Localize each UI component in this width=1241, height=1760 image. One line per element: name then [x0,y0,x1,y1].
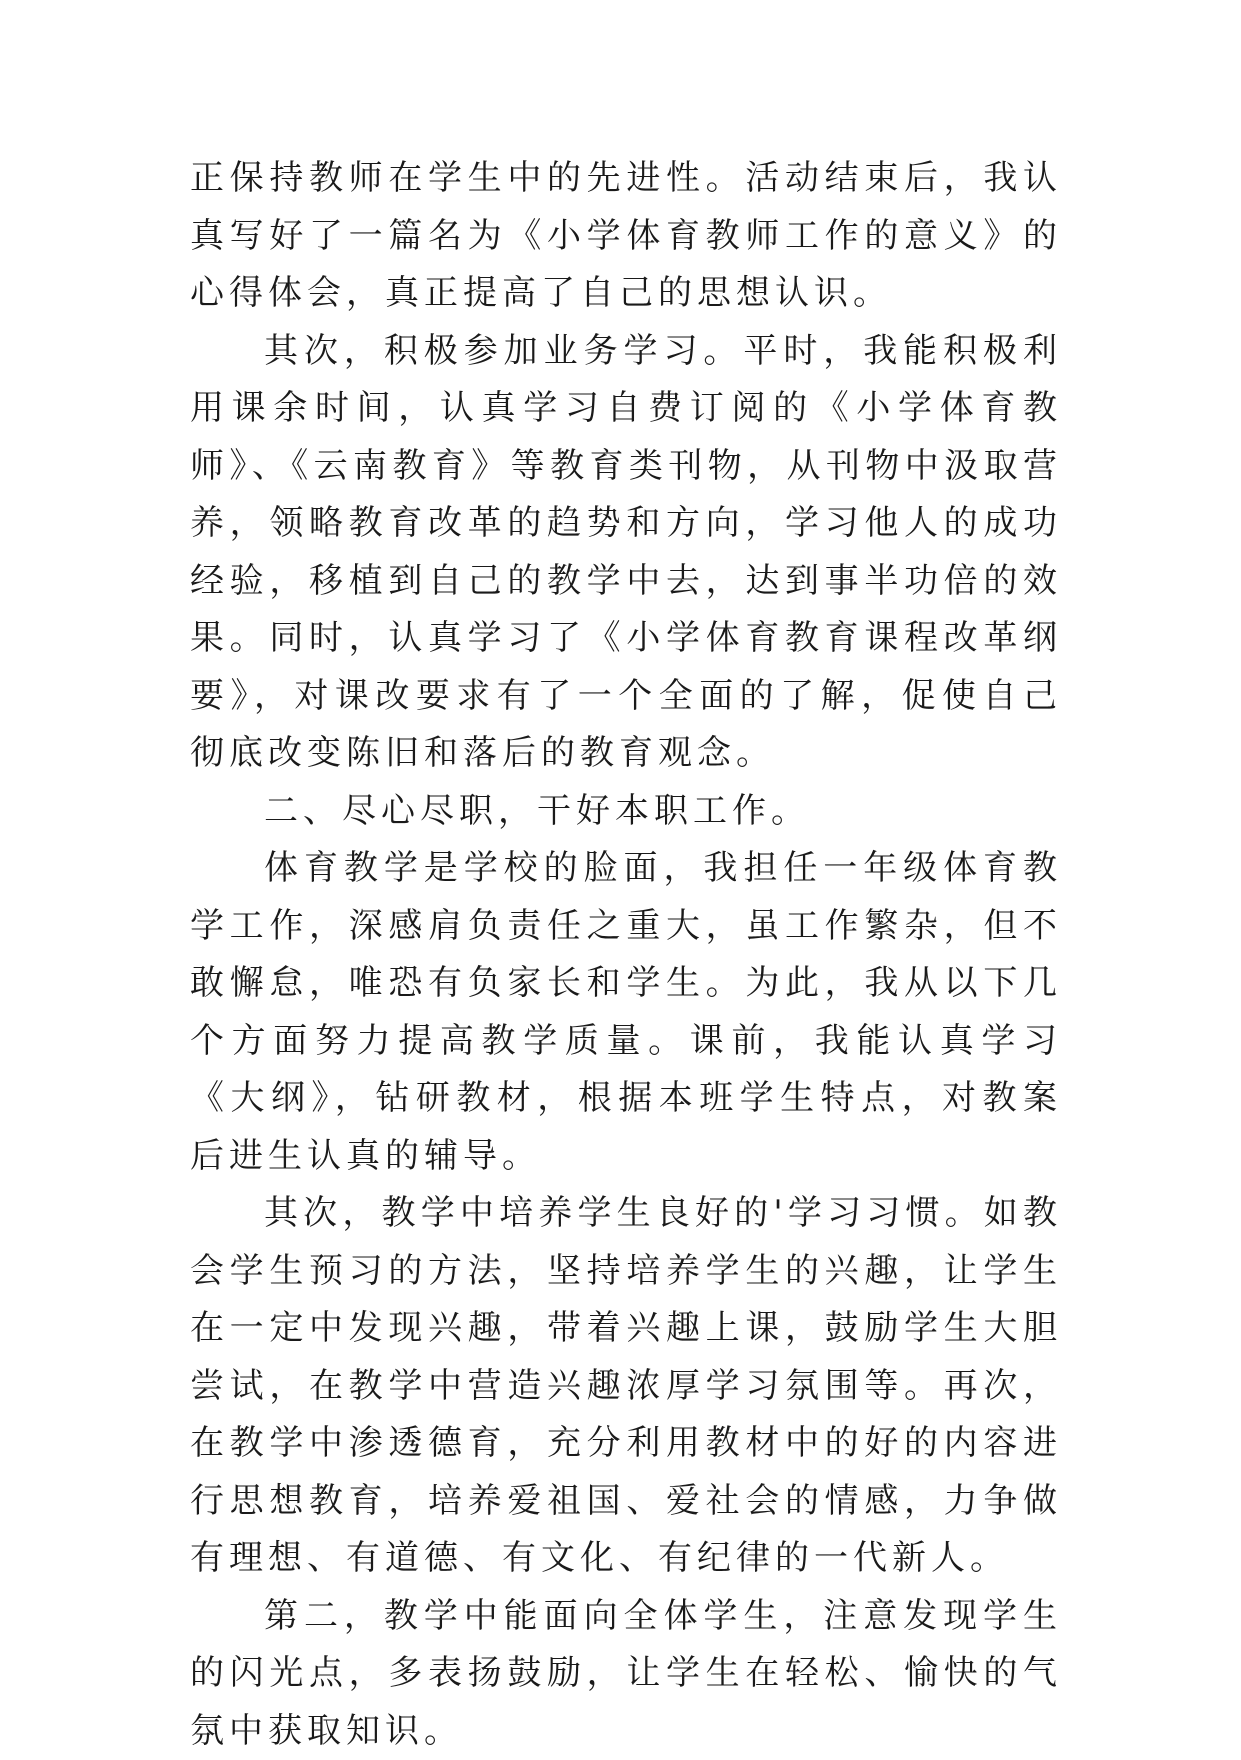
paragraph-study-habits: 其次，教学中培养学生良好的'学习习惯。如教会学生预习的方法，坚持培养学生的兴趣，让学生在一定中发现兴趣，带着兴趣上课，鼓励学生大胆尝试，在教学中营造兴趣浓厚学习氛围等。再次，在教学中渗透德育，充分利用教材中的好的内容进行思想教育，培养爱祖国、爱社会的情感，力争做有理想、有道德、有文化、有纪律的一代新人。 [190,1185,1062,1588]
paragraph-continuation: 正保持教师在学生中的先进性。活动结束后，我认真写好了一篇名为《小学体育教师工作的意义》的心得体会，真正提高了自己的思想认识。 [190,150,1062,323]
document-body [190,150,1062,1760]
paragraph-all-students: 第二，教学中能面向全体学生，注意发现学生的闪光点，多表扬鼓励，让学生在轻松、愉快的气氛中获取知识。 [190,1588,1062,1760]
paragraph-business-study: 其次，积极参加业务学习。平时，我能积极利用课余时间，认真学习自费订阅的《小学体育教师》、《云南教育》等教育类刊物，从刊物中汲取营养，领略教育改革的趋势和方向，学习他人的成功经验，移植到自己的教学中去，达到事半功倍的效果。同时，认真学习了《小学体育教育课程改革纲要》，对课改要求有了一个全面的了解，促使自己彻底改变陈旧和落后的教育观念。 [190,323,1062,783]
section-heading-duty: 二、尽心尽职，干好本职工作。 [190,783,1062,841]
paragraph-teaching-work: 体育教学是学校的脸面，我担任一年级体育教学工作，深感肩负责任之重大，虽工作繁杂，但不敢懈怠，唯恐有负家长和学生。为此，我从以下几个方面努力提高教学质量。课前，我能认真学习《大纲》，钻研教材，根据本班学生特点，对教案后进生认真的辅导。 [190,840,1062,1185]
